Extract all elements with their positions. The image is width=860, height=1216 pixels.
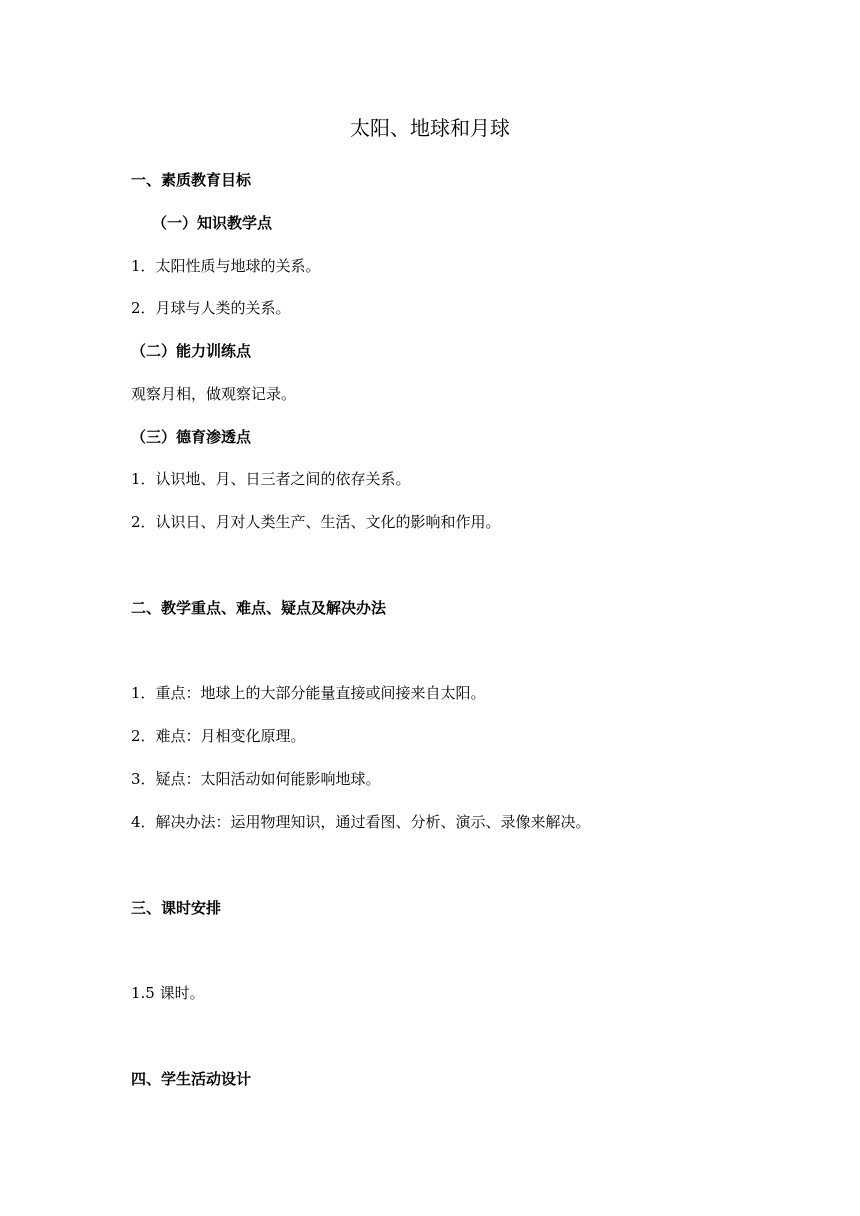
list-item: 4．解决办法：运用物理知识，通过看图、分析、演示、录像来解决。 bbox=[131, 813, 591, 831]
subheading-ability-points: （二）能力训练点 bbox=[131, 342, 252, 360]
subheading-moral-points: （三）德育渗透点 bbox=[131, 428, 252, 446]
section-heading-activities: 四、学生活动设计 bbox=[131, 1070, 252, 1088]
section-heading-goals: 一、素质教育目标 bbox=[131, 171, 252, 189]
list-item: 2．认识日、月对人类生产、生活、文化的影响和作用。 bbox=[131, 513, 501, 531]
paragraph: 观察月相，做观察记录。 bbox=[131, 385, 297, 403]
section-heading-schedule: 三、课时安排 bbox=[131, 899, 222, 917]
section-heading-key-points: 二、教学重点、难点、疑点及解决办法 bbox=[131, 599, 387, 617]
list-item: 1．重点：地球上的大部分能量直接或间接来自太阳。 bbox=[131, 684, 486, 702]
subheading-knowledge-points: （一）知识教学点 bbox=[152, 214, 273, 232]
paragraph: 1.5 课时。 bbox=[131, 984, 205, 1002]
list-item: 2．难点：月相变化原理。 bbox=[131, 727, 306, 745]
list-item: 3．疑点：太阳活动如何能影响地球。 bbox=[131, 770, 381, 788]
list-item: 2．月球与人类的关系。 bbox=[131, 299, 291, 317]
list-item: 1．认识地、月、日三者之间的依存关系。 bbox=[131, 470, 411, 488]
list-item: 1．太阳性质与地球的关系。 bbox=[131, 257, 321, 275]
page-title: 太阳、地球和月球 bbox=[350, 116, 510, 140]
